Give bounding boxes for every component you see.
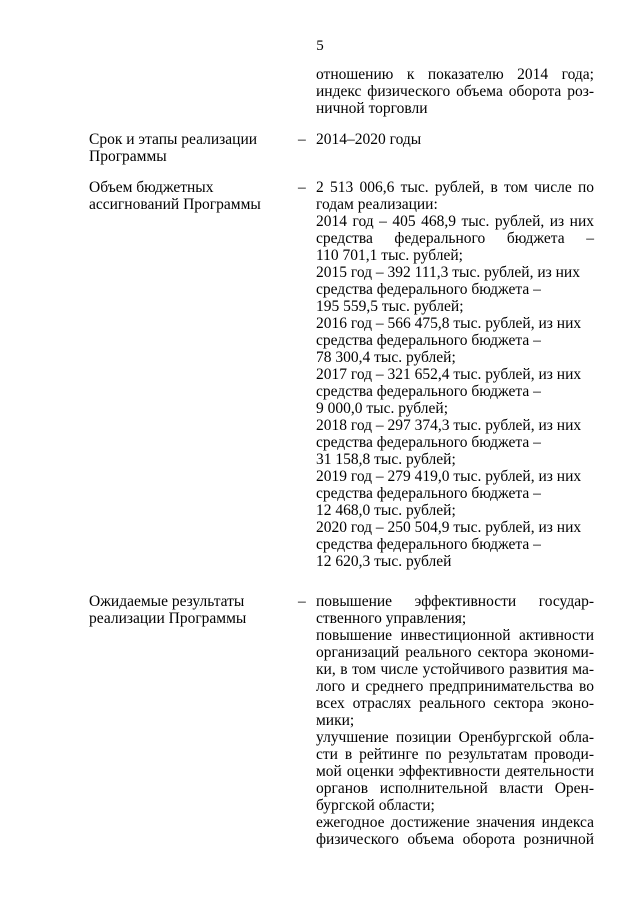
intro-line: ничной торговли — [316, 100, 428, 117]
results-line: повышение эффективности государ- — [316, 593, 594, 610]
budget-line: средства федерального бюджета – — [316, 536, 541, 553]
page-number: 5 — [316, 38, 324, 54]
budget-line: средства федерального бюджета – — [316, 230, 594, 247]
budget-line: годам реализации: — [316, 196, 438, 213]
budget-line: 2019 год – 279 419,0 тыс. рублей, из них — [316, 468, 582, 485]
budget-line: 2018 год – 297 374,3 тыс. рублей, из них — [316, 417, 582, 434]
results-line: лого и среднего предпринимательства во — [316, 678, 594, 695]
results-line: ки, в том числе устойчивого развития ма- — [316, 661, 594, 678]
results-line: повышение инвестиционной активности — [316, 627, 594, 644]
budget-line: 9 000,0 тыс. рублей; — [316, 400, 448, 417]
results-line: мики; — [316, 712, 355, 729]
budget-line: 78 300,4 тыс. рублей; — [316, 349, 456, 366]
term-label: Программы — [89, 148, 167, 165]
budget-line: 110 701,1 тыс. рублей; — [316, 247, 463, 264]
results-line: всех отраслях реального сектора эконо- — [316, 695, 594, 712]
budget-line: 2020 год – 250 504,9 тыс. рублей, из них — [316, 519, 582, 536]
term-value: 2014–2020 годы — [316, 131, 422, 148]
results-line: бургской области; — [316, 797, 435, 814]
budget-line: 2015 год – 392 111,3 тыс. рублей, из них — [316, 264, 580, 281]
budget-line: средства федерального бюджета – — [316, 383, 541, 400]
budget-line: средства федерального бюджета – — [316, 434, 541, 451]
term-label: Срок и этапы реализации — [89, 131, 258, 148]
intro-line: индекс физического объема оборота роз- — [316, 83, 594, 100]
results-label: Ожидаемые результаты — [89, 593, 245, 610]
budget-line: средства федерального бюджета – — [316, 332, 541, 349]
budget-line: 195 559,5 тыс. рублей; — [316, 298, 464, 315]
results-line: мой оценки эффективности деятельности — [316, 763, 594, 780]
results-line: органов исполнительной власти Орен- — [316, 780, 594, 797]
results-line: организаций реального сектора экономи- — [316, 644, 594, 661]
results-line: ежегодное достижение значения индекса — [316, 814, 594, 831]
results-line: ственного управления; — [316, 610, 467, 627]
results-dash: – — [298, 593, 306, 610]
budget-line: 2016 год – 566 475,8 тыс. рублей, из них — [316, 315, 582, 332]
budget-dash: – — [298, 179, 306, 196]
budget-line: 31 158,8 тыс. рублей; — [316, 451, 456, 468]
results-line: физического объема оборота розничной — [316, 831, 594, 848]
budget-line: 12 468,0 тыс. рублей; — [316, 502, 456, 519]
budget-line: 2014 год – 405 468,9 тыс. рублей, из них — [316, 213, 594, 230]
budget-line: средства федерального бюджета – — [316, 485, 541, 502]
results-line: улучшение позиции Оренбургской обла- — [316, 729, 594, 746]
budget-line: средства федерального бюджета – — [316, 281, 541, 298]
budget-line: 2017 год – 321 652,4 тыс. рублей, из них — [316, 366, 582, 383]
results-line: сти в рейтинге по результатам проводи- — [316, 746, 594, 763]
budget-label: ассигнований Программы — [89, 196, 261, 213]
budget-line: 12 620,3 тыс. рублей — [316, 553, 452, 570]
intro-line: отношению к показателю 2014 года; — [316, 66, 594, 83]
term-dash: – — [298, 131, 306, 148]
budget-label: Объем бюджетных — [89, 179, 214, 196]
budget-line: 2 513 006,6 тыс. рублей, в том числе по — [316, 179, 594, 196]
results-label: реализации Программы — [89, 610, 247, 627]
